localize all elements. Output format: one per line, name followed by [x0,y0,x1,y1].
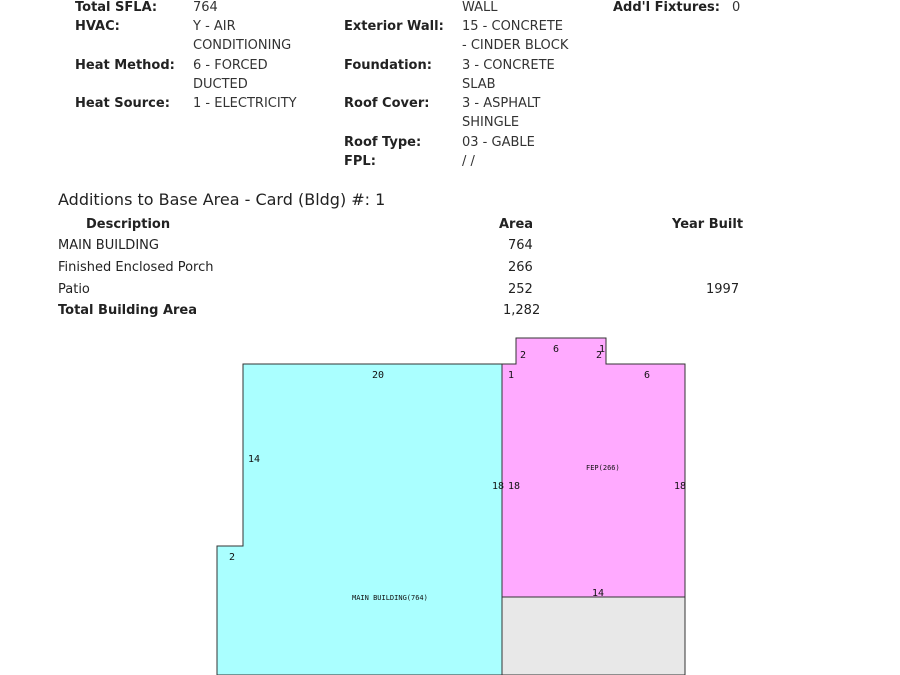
patio-area [502,597,685,675]
additions-title: Additions to Base Area - Card (Bldg) #: 1 [58,190,386,209]
top-wall-value: WALL [462,0,498,15]
dim-fep-left: 18 [508,481,521,492]
dim-main-right: 18 [492,481,505,492]
heat-method-label: Heat Method: [75,58,175,73]
roof-cover-value-line1: 3 - ASPHALT [462,96,541,111]
row-year-built: 1997 [706,282,740,297]
fpl-value: / / [462,154,475,169]
row-area: 252 [508,282,533,297]
exterior-wall-value-line1: 15 - CONCRETE [462,19,564,34]
total-building-area-label: Total Building Area [58,303,198,318]
exterior-wall-value-line2: - CINDER BLOCK [462,38,569,53]
dim-fep-notch-1: 1 [508,370,515,381]
hvac-value-line1: Y - AIR [193,19,236,34]
roof-cover-label: Roof Cover: [344,96,430,111]
hvac-value-line2: CONDITIONING [193,38,292,53]
foundation-value-line2: SLAB [462,77,496,92]
heat-method-value-line1: 6 - FORCED [193,58,268,73]
main-building-area [217,364,505,675]
dim-fep-notch-5: 2 [596,350,603,361]
heat-method-value-line2: DUCTED [193,77,248,92]
foundation-label: Foundation: [344,58,432,73]
row-area: 764 [508,238,533,253]
total-building-area-value: 1,282 [503,303,541,318]
row-area: 266 [508,260,533,275]
roof-cover-value-line2: SHINGLE [462,115,520,130]
heat-source-value: 1 - ELECTRICITY [193,96,297,111]
dim-fep-notch-2: 2 [520,350,527,361]
dim-main-top: 20 [372,370,385,381]
row-description: Patio [58,282,90,297]
column-header-area: Area [499,217,534,232]
dim-fep-right: 18 [674,481,687,492]
roof-type-label: Roof Type: [344,135,422,150]
total-sfla-value: 764 [193,0,218,15]
roof-type-value: 03 - GABLE [462,135,535,150]
column-header-description: Description [86,217,171,232]
dim-fep-notch-3: 6 [553,344,560,355]
fpl-label: FPL: [344,154,376,169]
dim-fep-bottom: 14 [592,588,605,599]
total-sfla-label: Total SFLA: [75,0,158,15]
row-description: Finished Enclosed Porch [58,260,214,275]
dim-main-step: 2 [229,552,236,563]
row-description: MAIN BUILDING [58,238,159,253]
dim-main-left: 14 [248,454,261,465]
column-header-year-built: Year Built [672,217,744,232]
heat-source-label: Heat Source: [75,96,170,111]
hvac-label: HVAC: [75,19,120,34]
addl-fixtures-value: 0 [732,0,741,15]
fep-label: FEP(266) [586,464,620,472]
exterior-wall-label: Exterior Wall: [344,19,444,34]
foundation-value-line1: 3 - CONCRETE [462,58,555,73]
dim-fep-notch-4: 1 [599,344,606,355]
main-building-label: MAIN BUILDING(764) [352,594,428,602]
addl-fixtures-label: Add'l Fixtures: [613,0,720,15]
dim-fep-top-right: 6 [644,370,651,381]
